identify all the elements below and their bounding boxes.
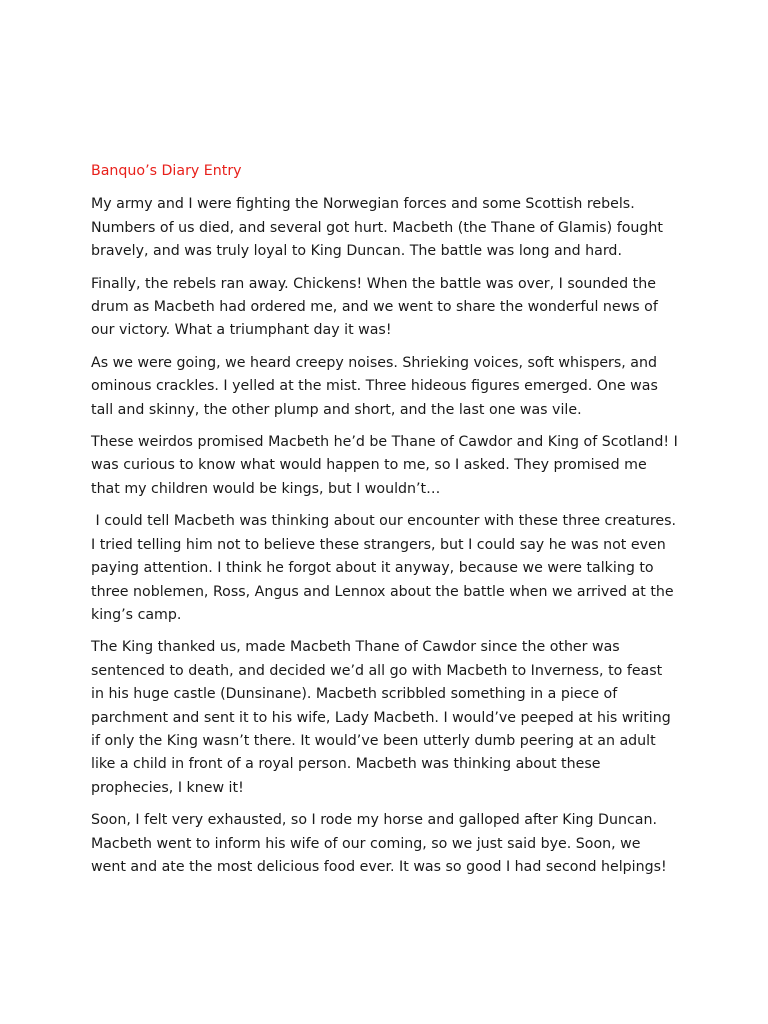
paragraph-1: My army and I were fighting the Norwegian forces and some Scottish rebels. Numbers of us died, and several got hurt. Macbeth (the Thane of Glamis) fought bravely, and was truly loyal to King Duncan. The battle was long and hard. — [91, 196, 663, 260]
paragraph-4: These weirdos promised Macbeth he’d be Thane of Cawdor and King of Scotland! I was curious to know what would happen to me, so I asked. They promised me that my children would be kings, but I wouldn’t… — [91, 434, 678, 497]
document-title: Banquo’s Diary Entry — [91, 163, 242, 179]
paragraph-5: I could tell Macbeth was thinking about our encounter with these three creatures. I tried telling him not to believe these strangers, but I could say he was not even paying attention. I think he forgot about it anyway, because we were talking to three noblemen, Ross, Angus and Lennox about the battle when we arrived at the king’s camp. — [91, 513, 681, 623]
paragraph-6: The King thanked us, made Macbeth Thane of Cawdor since the other was sentenced to death, and decided we’d all go with Macbeth to Inverness, to feast in his huge castle (Dunsinane). Macbeth scribbled something in a piece of parchment and sent it to his wife, Lady Macbeth. I would’ve peeped at his writing if only the King wasn’t there. It would’ve been utterly dumb peering at an adult like a child in front of a royal person. Macbeth was thinking about these prophecies, I knew it! — [91, 639, 671, 796]
paragraph-3: As we were going, we heard creepy noises. Shrieking voices, soft whispers, and ominous crackles. I yelled at the mist. Three hideous figures emerged. One was tall and skinny, the other plump and short, and the last one was vile. — [91, 354, 658, 418]
document-body — [91, 160, 679, 888]
paragraph-7: Soon, I felt very exhausted, so I rode my horse and galloped after King Duncan. Macbeth went to inform his wife of our coming, so we just said bye. Soon, we went and ate the most delicious food ever. It was so good I had second helpings! — [91, 812, 667, 875]
paragraph-2: Finally, the rebels ran away. Chickens! When the battle was over, I sounded the drum as Macbeth had ordered me, and we went to share the wonderful news of our victory. What a triumphant day it was! — [91, 275, 658, 339]
